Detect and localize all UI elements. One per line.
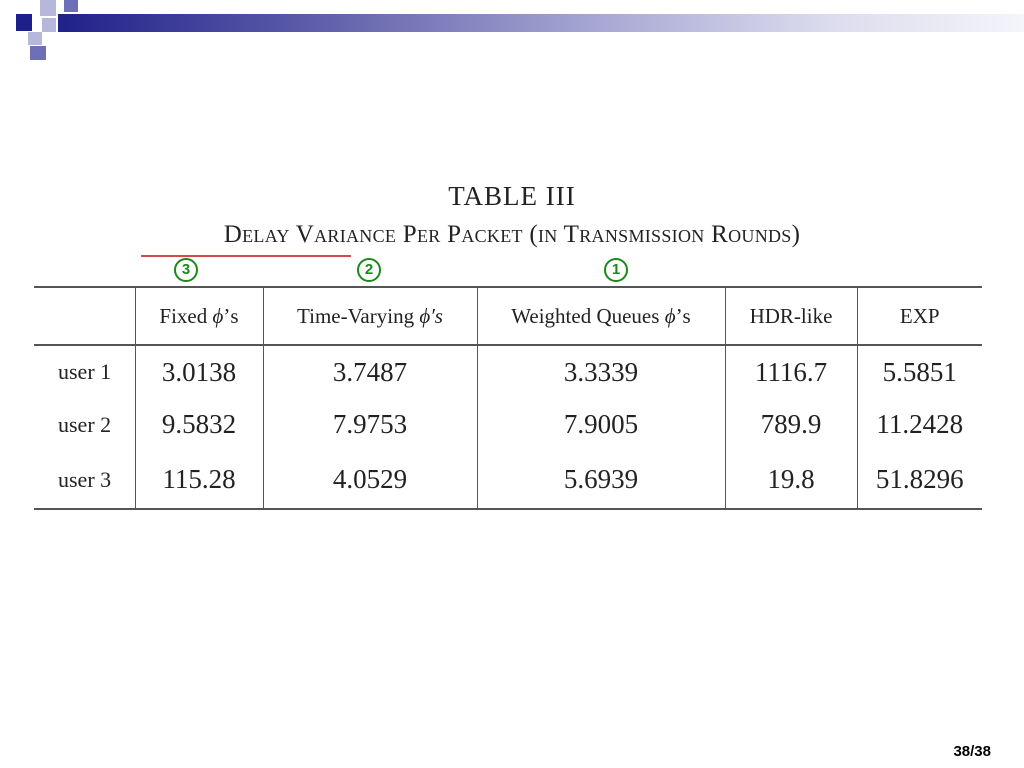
marker-number: 1 [611, 261, 621, 278]
table-cell: 19.8 [725, 451, 857, 509]
header-weighted-queues [477, 287, 725, 345]
header-fixed [135, 287, 263, 345]
page-number: 38/38 [953, 743, 991, 760]
header-fixed-suffix: ’s [223, 303, 239, 328]
header-fixed-text: Fixed [159, 303, 213, 328]
table-cell: 5.5851 [857, 345, 982, 398]
row-label: user 3 [58, 466, 112, 492]
marker-2 [357, 258, 381, 282]
table-cell: 5.6939 [477, 451, 725, 509]
header-gradient-bar [58, 14, 1024, 32]
header-square-mid [64, 0, 78, 12]
table-subtitle: Delay Variance Per Packet (in Transmission Rounds) [223, 221, 801, 248]
table-cell: 789.9 [725, 398, 857, 451]
table-cell: 4.0529 [263, 451, 477, 509]
phi-prime-symbol: ϕ′s [419, 303, 443, 328]
table-row [34, 451, 982, 509]
header-weighted-queues-suffix: ’s [675, 303, 691, 328]
table-cell: 1116.7 [725, 345, 857, 398]
table-cell: 115.28 [135, 451, 263, 509]
header-time-varying [263, 287, 477, 345]
header-time-varying-text: Time-Varying [297, 303, 420, 328]
phi-symbol: ϕ [664, 303, 676, 328]
table-cell: 3.0138 [135, 345, 263, 398]
table-cell: 9.5832 [135, 398, 263, 451]
header-row-label [34, 287, 135, 345]
header-weighted-queues-text: Weighted Queues [511, 303, 665, 328]
table-cell: 11.2428 [857, 398, 982, 451]
red-underline-annotation [141, 255, 351, 257]
table-cell: 3.3339 [477, 345, 725, 398]
row-label: user 1 [58, 359, 112, 384]
marker-1 [604, 258, 628, 282]
row-label: user 2 [58, 411, 112, 437]
delay-variance-table [34, 286, 982, 510]
header-exp: EXP [857, 287, 982, 345]
table-header-row [34, 287, 982, 345]
table-cell: 7.9005 [477, 398, 725, 451]
header-hdr-like: HDR-like [725, 287, 857, 345]
header-square-mid [30, 46, 46, 60]
header-square-dark [16, 14, 32, 31]
table-title: TABLE III [448, 181, 576, 211]
marker-3 [174, 258, 198, 282]
marker-number: 2 [364, 261, 374, 278]
header-square-light [42, 18, 56, 32]
table-cell: 7.9753 [263, 398, 477, 451]
header-square-light [40, 0, 56, 16]
phi-symbol: ϕ [212, 303, 224, 328]
table-row [34, 345, 982, 398]
marker-number: 3 [181, 261, 191, 278]
table-cell: 3.7487 [263, 345, 477, 398]
table-cell: 51.8296 [857, 451, 982, 509]
header-square-light [28, 32, 42, 45]
table-row [34, 398, 982, 451]
